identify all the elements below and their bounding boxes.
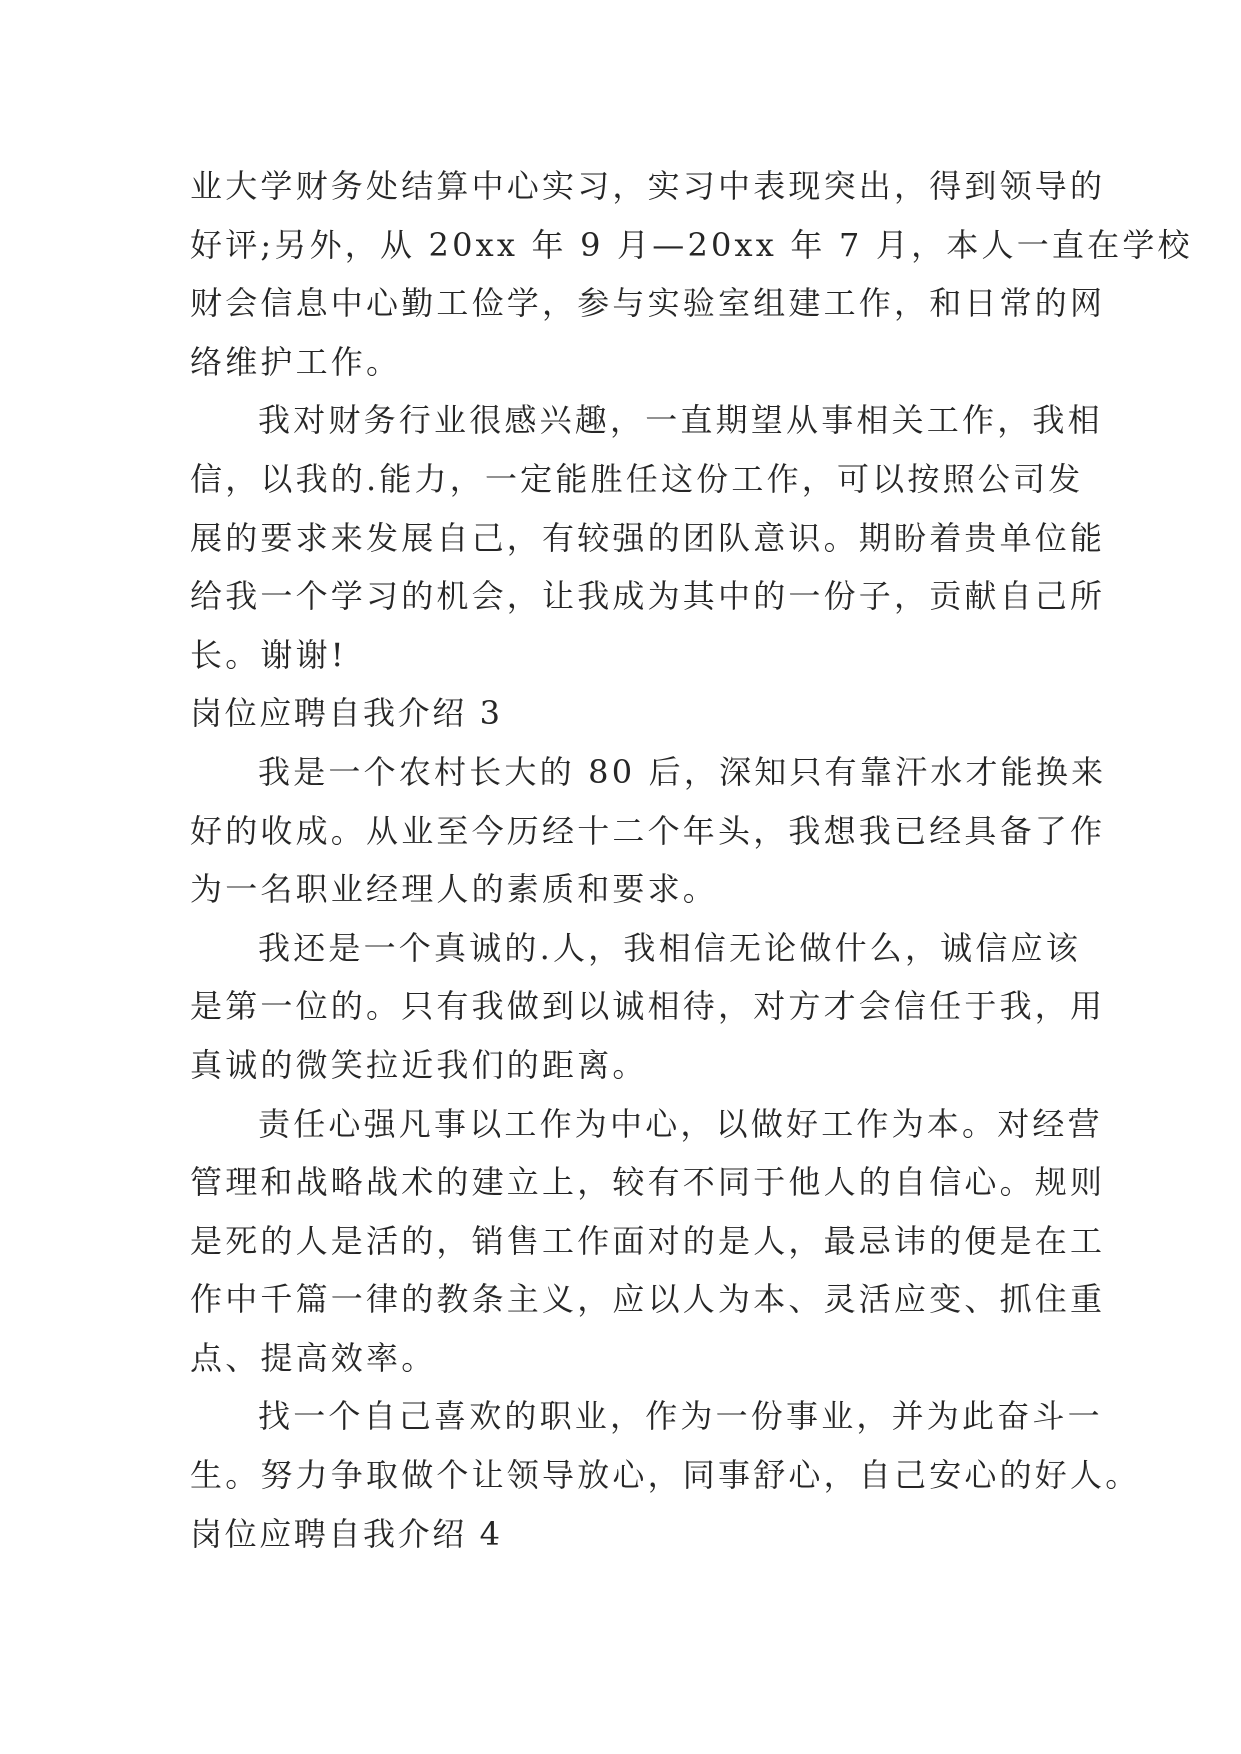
- text-line: 生。努力争取做个让领导放心，同事舒心，自己安心的好人。: [190, 1456, 1141, 1495]
- text-line: 为一名职业经理人的素质和要求。: [190, 870, 719, 909]
- text-line: 作中千篇一律的教条主义，应以人为本、灵活应变、抓住重: [190, 1280, 1106, 1319]
- text-line: 是死的人是活的，销售工作面对的是人，最忌讳的便是在工: [190, 1221, 1106, 1260]
- text-line: 是第一位的。只有我做到以诚相待，对方才会信任于我，用: [190, 987, 1106, 1026]
- text-line: 责任心强凡事以工作为中心，以做好工作为本。对经营: [258, 1104, 1103, 1143]
- text-line: 好的收成。从业至今历经十二个年头，我想我已经具备了作: [190, 811, 1106, 850]
- section-heading: 岗位应聘自我介绍 3: [190, 694, 503, 733]
- text-line: 我是一个农村长大的 80 后，深知只有靠汗水才能换来: [258, 752, 1107, 791]
- text-line: 长。谢谢!: [190, 635, 347, 674]
- text-line: 络维护工作。: [190, 342, 402, 381]
- text-line: 我还是一个真诚的.人，我相信无论做什么，诚信应该: [258, 928, 1081, 967]
- text-line: 好评;另外，从 20xx 年 9 月—20xx 年 7 月，本人一直在学校: [190, 225, 1193, 264]
- text-line: 业大学财务处结算中心实习，实习中表现突出，得到领导的: [190, 167, 1106, 205]
- text-line: 我对财务行业很感兴趣，一直期望从事相关工作，我相: [258, 401, 1103, 440]
- document-body: [190, 157, 1193, 1563]
- text-line: 真诚的微笑拉近我们的距离。: [190, 1045, 648, 1084]
- text-line: 管理和战略战术的建立上，较有不同于他人的自信心。规则: [190, 1163, 1106, 1202]
- text-line: 展的要求来发展自己，有较强的团队意识。期盼着贵单位能: [190, 518, 1106, 557]
- text-line: 信，以我的.能力，一定能胜任这份工作，可以按照公司发: [190, 459, 1084, 498]
- text-line: 给我一个学习的机会，让我成为其中的一份子，贡献自己所: [190, 577, 1106, 616]
- text-line: 财会信息中心勤工俭学，参与实验室组建工作，和日常的网: [190, 284, 1106, 323]
- section-heading: 岗位应聘自我介绍 4: [190, 1514, 503, 1553]
- text-line: 点、提高效率。: [190, 1338, 437, 1377]
- text-line: 找一个自己喜欢的职业，作为一份事业，并为此奋斗一: [258, 1397, 1103, 1436]
